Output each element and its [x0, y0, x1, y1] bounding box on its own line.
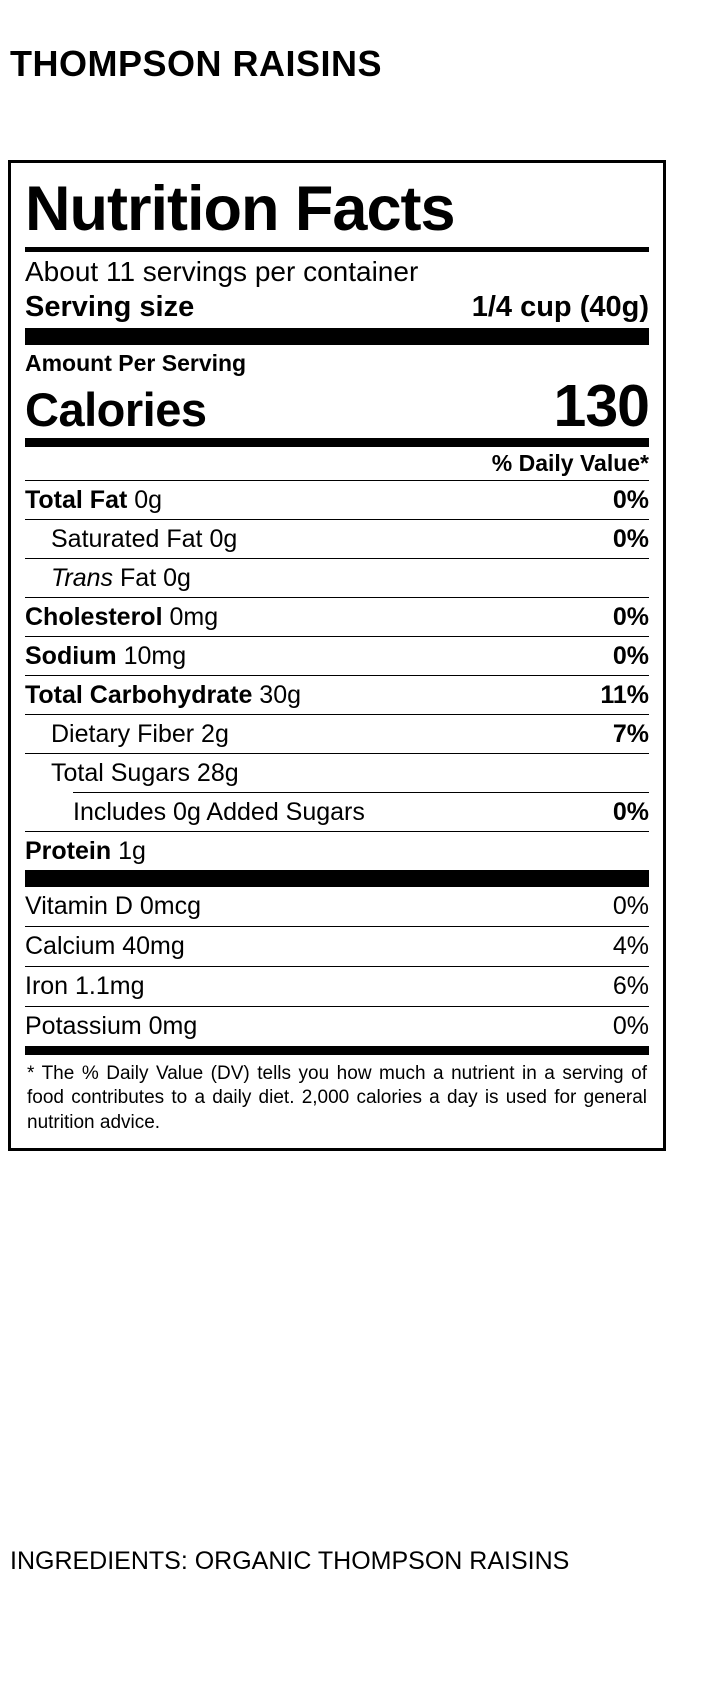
- vitamin-name: Vitamin D 0mcg: [25, 891, 201, 920]
- nutrient-name: Total Fat: [25, 485, 128, 514]
- servings-per-container: About 11 servings per container: [25, 255, 419, 287]
- divider-under-calories: [25, 438, 649, 447]
- divider-thick-bottom: [25, 870, 649, 887]
- vitamin-row-calcium: [25, 927, 649, 966]
- nutrient-amount: 1g: [118, 836, 146, 865]
- nutrient-amount: 10mg: [123, 641, 187, 670]
- nutrient-row-protein: [25, 832, 649, 870]
- nutrient-name: Sodium: [25, 641, 117, 670]
- nutrient-dv: 0%: [612, 641, 649, 670]
- footnote-text: * The % Daily Value (DV) tells you how much a nutrient in a serving of food contributes to a daily diet. 2,000 calories a day is used for general nutrition advice.: [27, 1062, 647, 1134]
- nutrient-amount: Fat 0g: [120, 563, 191, 592]
- nutrient-row-added-sugars: [25, 793, 649, 831]
- page-title: THOMPSON RAISINS: [10, 43, 383, 84]
- nutrient-row-sodium: [25, 637, 649, 675]
- vitamin-dv: 0%: [612, 891, 649, 920]
- nutrient-dv: 0%: [612, 602, 649, 631]
- vitamin-row-potassium: [25, 1007, 649, 1046]
- calories-label: Calories: [25, 382, 207, 436]
- nutrient-amount: 30g: [259, 680, 302, 709]
- nutrient-name: Protein: [25, 836, 112, 865]
- nutrient-row-cholesterol: [25, 598, 649, 636]
- nutrient-row-saturated-fat: [25, 520, 649, 558]
- nutrient-row-trans-fat: [25, 559, 649, 597]
- nutrient-dv: 0%: [612, 524, 649, 553]
- divider-above-footnote: [25, 1046, 649, 1055]
- vitamin-dv: 4%: [612, 931, 649, 960]
- vitamin-name: Iron 1.1mg: [25, 971, 145, 1000]
- nutrient-row-total-carbohydrate: [25, 676, 649, 714]
- vitamin-name: Calcium 40mg: [25, 931, 185, 960]
- nutrient-name: Includes 0g Added Sugars: [73, 797, 365, 826]
- divider-thick-top: [25, 328, 649, 345]
- nutrient-name: Cholesterol: [25, 602, 163, 631]
- nutrient-name: Saturated Fat: [51, 524, 203, 553]
- nutrition-facts-heading: Nutrition Facts: [25, 174, 455, 244]
- nutrient-row-total-sugars: [25, 754, 649, 792]
- nutrient-dv: 0%: [612, 797, 649, 826]
- nutrient-amount: 0mg: [169, 602, 219, 631]
- nutrient-name: Trans: [51, 563, 114, 592]
- amount-per-serving-label: Amount Per Serving: [25, 349, 247, 376]
- calories-row: [25, 372, 649, 439]
- nutrient-amount: 0g: [209, 524, 238, 553]
- nutrient-dv: 11%: [600, 680, 649, 709]
- daily-value-header: % Daily Value*: [491, 449, 649, 476]
- vitamin-row-iron: [25, 967, 649, 1006]
- vitamin-dv: 0%: [612, 1011, 649, 1040]
- vitamin-dv: 6%: [612, 971, 649, 1000]
- nutrient-amount: 0g: [134, 485, 163, 514]
- calories-value: 130: [553, 372, 649, 439]
- serving-size-label: Serving size: [25, 290, 195, 323]
- nutrient-name: Total Sugars: [51, 758, 190, 787]
- serving-size-value: 1/4 cup (40g): [471, 290, 649, 323]
- serving-size-row: [25, 290, 649, 328]
- nutrient-amount: 2g: [201, 719, 229, 748]
- vitamin-row-vitamin-d: [25, 887, 649, 926]
- nutrient-dv: 0%: [612, 485, 649, 514]
- ingredients-statement: INGREDIENTS: ORGANIC THOMPSON RAISINS: [10, 1547, 570, 1575]
- nutrient-name: Dietary Fiber: [51, 719, 195, 748]
- nutrient-name: Total Carbohydrate: [25, 680, 253, 709]
- nutrient-row-total-fat: [25, 481, 649, 519]
- daily-value-footnote: [25, 1055, 649, 1138]
- nutrient-amount: 28g: [196, 758, 239, 787]
- vitamin-name: Potassium 0mg: [25, 1011, 198, 1040]
- nutrition-facts-panel: [8, 160, 666, 1151]
- nutrient-row-dietary-fiber: [25, 715, 649, 753]
- nutrient-dv: 7%: [612, 719, 649, 748]
